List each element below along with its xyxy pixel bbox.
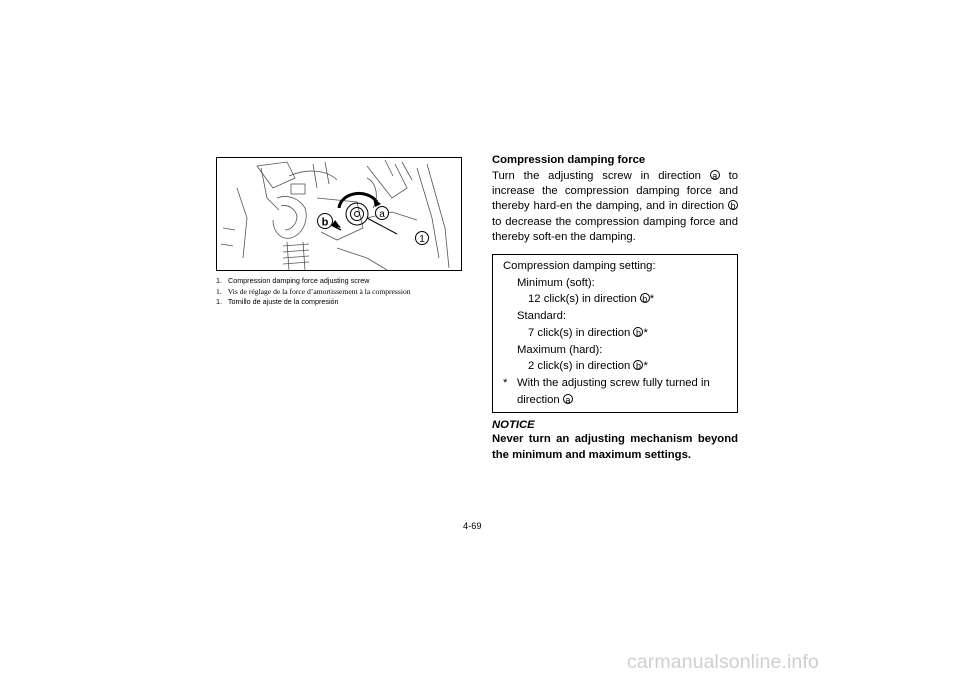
watermark: carmanualsonline.info [627, 651, 819, 673]
direction-a-icon: a [710, 170, 720, 180]
callout-a: a [379, 209, 385, 220]
notice-title: NOTICE [492, 419, 535, 432]
figure-captions [216, 276, 476, 308]
min-label: Minimum (soft): [517, 276, 595, 289]
direction-b-icon: b [728, 200, 738, 210]
notice-body: Never turn an adjusting mechanism beyond the minimum and maximum settings. [492, 433, 738, 461]
callout-b: b [321, 216, 329, 229]
settings-box [492, 254, 738, 413]
shock-absorber-illustration [216, 157, 462, 271]
section-heading: Compression damping force [492, 154, 646, 166]
direction-a-icon: a [563, 394, 573, 404]
callout-1: 1 [419, 234, 425, 245]
direction-b-icon: b [633, 327, 643, 337]
direction-b-icon: b [640, 293, 650, 303]
shock-absorber-drawing [217, 158, 462, 271]
caption-french: 1. Vis de réglage de la force d’amortissement à la compression [216, 286, 411, 296]
max-label: Maximum (hard): [517, 343, 603, 356]
instruction-paragraph: Turn the adjusting screw in direction a to increase the compression damping force and thereby hard-en the damping, and in direction b to decrease the compression damping force and thereby soft-en the damping. [492, 170, 739, 243]
caption-english: 1. Compression damping force adjusting screw [216, 276, 370, 285]
caption-spanish: 1. Tornillo de ajuste de la compresión [216, 297, 339, 306]
std-value: 7 click(s) in direction b * [528, 326, 648, 339]
std-label: Standard: [517, 310, 566, 323]
page-number: 4-69 [463, 521, 482, 531]
settings-title: Compression damping setting: [503, 260, 656, 273]
max-value: 2 click(s) in direction b * [528, 360, 648, 373]
footnote: * With the adjusting screw fully turned in direction a [503, 376, 710, 406]
direction-b-icon: b [633, 360, 643, 370]
min-value: 12 click(s) in direction b * [528, 293, 655, 306]
right-column [492, 153, 738, 463]
